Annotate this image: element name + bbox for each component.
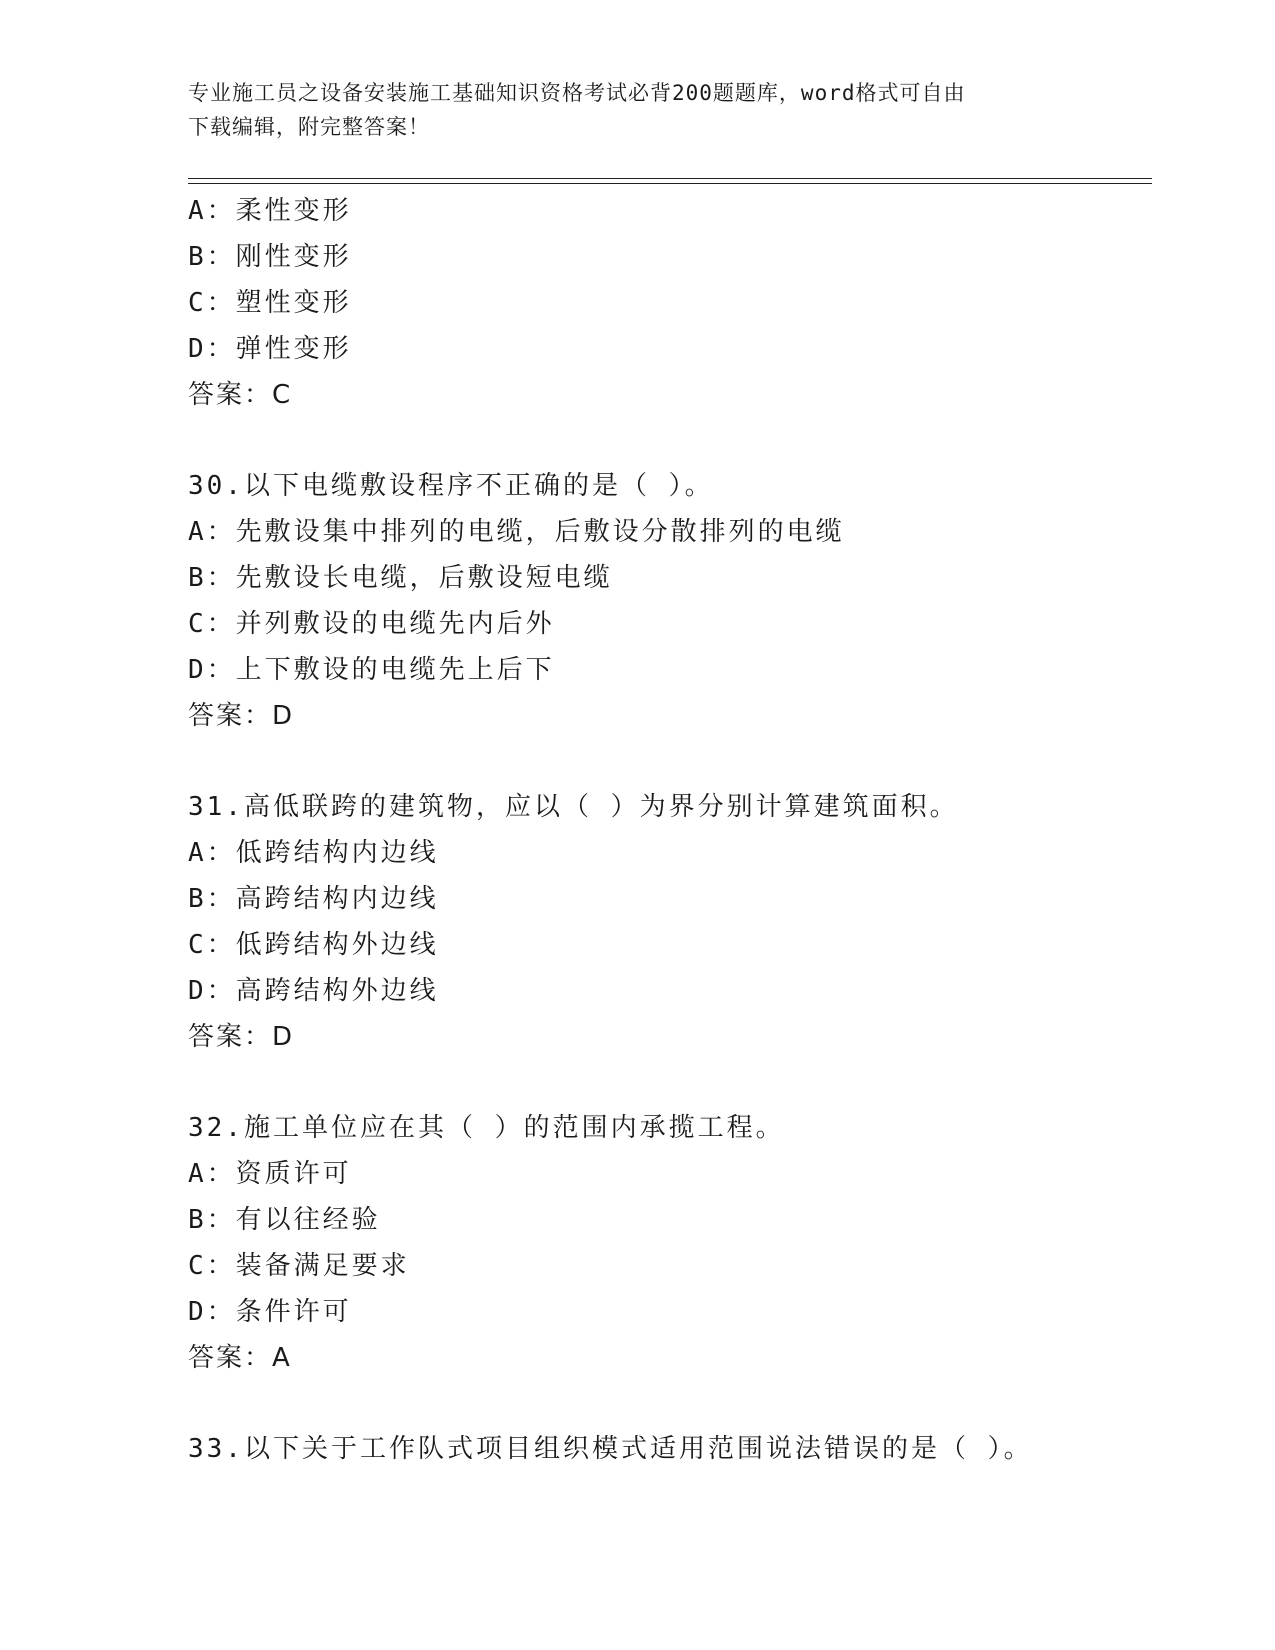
- spacer: [188, 418, 1152, 463]
- question-text: 31.高低联跨的建筑物，应以（ ）为界分别计算建筑面积。: [188, 792, 959, 822]
- question-block-30: [188, 463, 1152, 739]
- question-block-31: [188, 784, 1152, 1060]
- option-c: C：塑性变形: [188, 288, 352, 318]
- question-text: 30.以下电缆敷设程序不正确的是（ ）。: [188, 471, 714, 501]
- question-block-29: [188, 188, 1152, 418]
- spacer: [188, 1381, 1152, 1426]
- answer-line: 答案：D: [188, 701, 295, 731]
- option-d: D：上下敷设的电缆先上后下: [188, 655, 555, 685]
- option-c: C：并列敷设的电缆先内后外: [188, 609, 555, 639]
- answer-line: 答案：D: [188, 1022, 295, 1052]
- option-d: D：条件许可: [188, 1297, 352, 1327]
- header-divider-bottom: [188, 183, 1152, 184]
- option-b: B：有以往经验: [188, 1205, 381, 1235]
- option-b: B：先敷设长电缆，后敷设短电缆: [188, 563, 613, 593]
- option-c: C：装备满足要求: [188, 1251, 410, 1281]
- answer-line: 答案：A: [188, 1343, 292, 1373]
- option-b: B：刚性变形: [188, 242, 352, 272]
- option-d: D：弹性变形: [188, 334, 352, 364]
- document-header: [188, 76, 1088, 144]
- option-a: A：先敷设集中排列的电缆，后敷设分散排列的电缆: [188, 517, 845, 547]
- spacer: [188, 739, 1152, 784]
- option-a: A：柔性变形: [188, 196, 352, 226]
- option-a: A：资质许可: [188, 1159, 352, 1189]
- question-text: 32.施工单位应在其（ ）的范围内承揽工程。: [188, 1113, 785, 1143]
- option-b: B：高跨结构内边线: [188, 884, 439, 914]
- header-divider-top: [188, 178, 1152, 179]
- question-block-33: [188, 1426, 1152, 1472]
- option-d: D：高跨结构外边线: [188, 976, 439, 1006]
- header-line-2: 下载编辑，附完整答案！: [188, 115, 430, 139]
- question-block-32: [188, 1105, 1152, 1381]
- header-line-1: 专业施工员之设备安装施工基础知识资格考试必背200题题库，word格式可自由: [188, 81, 966, 105]
- option-c: C：低跨结构外边线: [188, 930, 439, 960]
- question-list: [188, 188, 1152, 1472]
- answer-line: 答案：C: [188, 380, 293, 410]
- spacer: [188, 1060, 1152, 1105]
- option-a: A：低跨结构内边线: [188, 838, 439, 868]
- question-text: 33.以下关于工作队式项目组织模式适用范围说法错误的是（ ）。: [188, 1434, 1033, 1464]
